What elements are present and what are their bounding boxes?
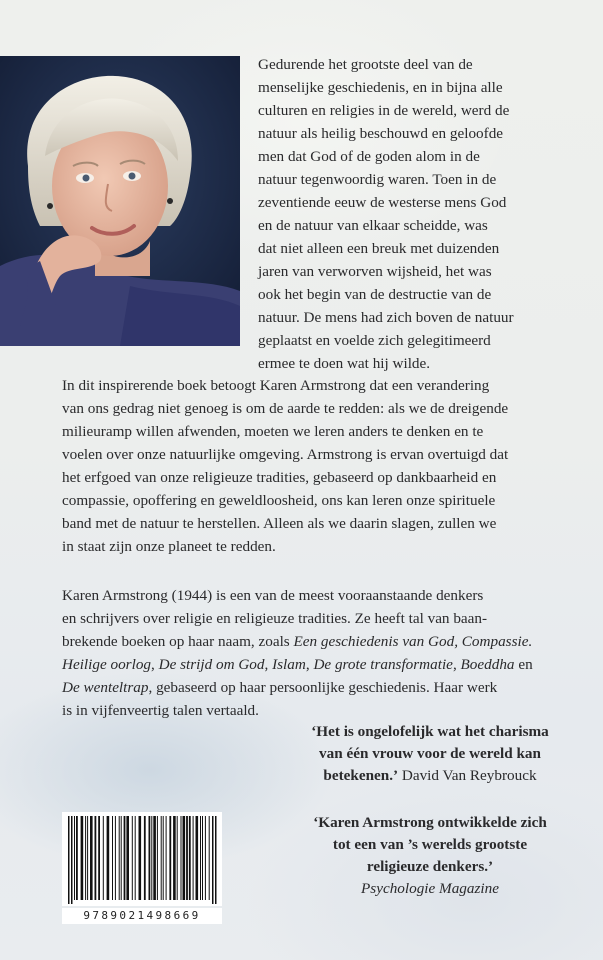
barcode [62,812,222,906]
description-paragraph [62,374,594,558]
barcode-bar [115,816,116,900]
barcode-bar [202,816,203,900]
description-line: In dit inspirerende boek betoogt Karen Armstrong dat een verandering [62,377,490,394]
barcode-bar [166,816,167,900]
intro-line: Gedurende het grootste deel van de [258,56,473,73]
bio-text: brekende boeken op haar naam, zoals [62,633,294,650]
barcode-bar [71,816,73,904]
bio-text: , gebaseerd op haar persoonlijke geschiedenis. Haar werk [148,679,498,696]
description-line: band met de natuur te herstellen. Alleen als we daarin slagen, zullen we [62,515,497,532]
book-title: De strijd om God [158,656,265,673]
barcode-bar [153,816,156,900]
bio-line [62,653,594,676]
quote-source: Psychologie Magazine [361,880,499,897]
intro-line: en de natuur van elkaar scheidde, was [258,217,488,234]
quote-psychologie-magazine [262,812,598,900]
intro-line: men dat God of de goden alom in de [258,148,480,165]
book-title: De wenteltrap [62,679,149,696]
bio-line: Karen Armstrong (1944) is een van de meest vooraanstaande denkers [62,587,484,604]
quote-text: religieuze denkers.’ [366,858,494,875]
book-title: Islam [272,656,306,673]
description-line: in staat zijn onze planeet te redden. [62,538,276,555]
intro-line: geplaatst en voelde zich gelegitimeerd [258,332,491,349]
intro-line: menselijke geschiedenis, en in bijna alle [258,79,503,96]
barcode-bar [126,816,129,900]
bio-line [62,630,594,653]
barcode-bar [119,816,120,900]
barcode-bar [189,816,191,900]
quote-text: ‘Karen Armstrong ontwikkelde zich [313,814,547,831]
quote-text: betekenen.’ [323,767,399,784]
book-title: Boeddha [460,656,515,673]
intro-line: jaren van verworven wijsheid, het was [258,263,492,280]
barcode-bar [212,816,214,904]
barcode-bar [144,816,146,900]
bio-line: en schrijvers over religie en religieuze tradities. Ze heeft tal van baan- [62,610,488,627]
barcode-bar [87,816,88,900]
bio-line [62,676,594,699]
barcode-bar [169,816,171,900]
barcode-icon [62,812,222,906]
barcode-bar [121,816,122,900]
barcode-bar [68,816,70,904]
barcode-bar [193,816,194,900]
intro-line: natuur als heilig beschouwd en geloofde [258,125,504,142]
barcode-bar [177,816,178,900]
barcode-bar [90,816,93,900]
barcode-bar [103,816,104,900]
intro-line: zeventiende eeuw de westerse mens God [258,194,507,211]
book-title: De grote transformatie [313,656,453,673]
barcode-bar [151,816,152,900]
barcode-bar [205,816,206,900]
separator: , [452,656,461,673]
author-photo [0,56,240,346]
description-line: van ons gedrag niet genoeg is om de aarde te redden: als we de dreigende [62,400,509,417]
bio-line: is in vijfenveertig talen vertaald. [62,702,259,719]
description-line: milieuramp willen afwenden, moeten we leren anders te denken en te [62,423,484,440]
quote-text: van één vrouw voor de wereld kan [319,745,541,762]
author-bio-paragraph [62,584,594,722]
description-line: voelen over onze natuurlijke omgeving. Armstrong is ervan overtuigd dat [62,446,509,463]
barcode-bar [183,816,186,900]
barcode-bar [157,816,158,900]
quote-van-reybrouck [280,721,580,787]
quote-text: ‘Het is ongelofelijk wat het charisma [311,723,549,740]
barcode-bar [76,816,78,900]
barcode-bar [163,816,164,900]
book-title: Een geschiedenis van God, Compassie. [293,633,533,650]
intro-line: natuur. De mens had zich boven de natuur [258,309,514,326]
barcode-bar [149,816,151,900]
barcode-bar [74,816,75,900]
barcode-bar [196,816,199,900]
barcode-bar [85,816,86,900]
barcode-bar [181,816,182,900]
barcode-bar [215,816,217,904]
barcode-bar [161,816,162,900]
quote-author: David Van Reybrouck [398,767,537,784]
book-title: Heilige oorlog [62,656,152,673]
barcode-bar [186,816,188,900]
barcode-bar [107,816,110,900]
isbn-number: 9789021498669 [62,908,222,924]
barcode-bar [98,816,100,900]
intro-line: natuur tegenwoordig waren. Toen in de [258,171,497,188]
barcode-bar [200,816,201,900]
barcode-bar [132,816,133,900]
intro-line: dat niet alleen een breuk met duizenden [258,240,500,257]
barcode-bar [173,816,176,900]
separator: , [151,656,159,673]
barcode-bar [112,816,113,900]
separator: , [305,656,314,673]
intro-line: culturen en religies in de wereld, werd de [258,102,510,119]
barcode-bar [135,816,136,900]
barcode-bar [209,816,210,900]
barcode-bar [95,816,97,900]
intro-paragraph [258,53,592,375]
quote-text: tot een van ’s werelds grootste [332,836,528,853]
bio-text: en [514,656,533,673]
description-line: compassie, opoffering en geweldloosheid, ons kan leren onze spirituele [62,492,496,509]
barcode-bar [139,816,142,900]
barcode-bar [81,816,84,900]
intro-line: ook het begin van de destructie van de [258,286,492,303]
barcode-bar [124,816,126,900]
description-line: het erfgoed van onze religieuze tradities, gebaseerd op dankbaarheid en [62,469,497,486]
separator: , [264,656,273,673]
intro-line: ermee te doen wat hij wilde. [258,355,431,372]
